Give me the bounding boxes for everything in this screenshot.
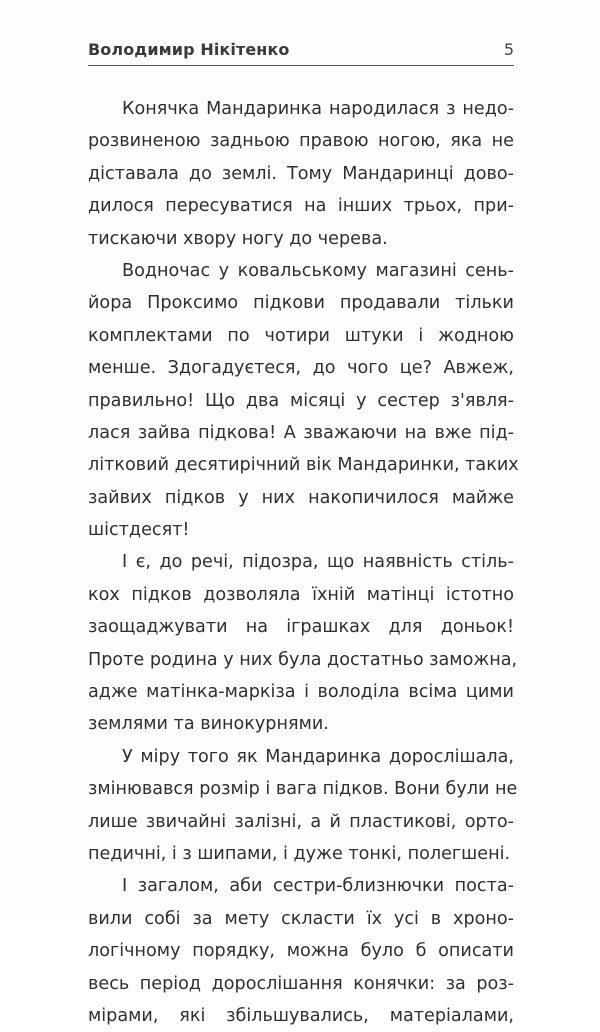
text-line: педичні, і з шипами, і дуже тонкі, полегшені. <box>88 843 511 864</box>
text-line: весь період дорослішання конячки: за роз- <box>88 973 514 994</box>
text-line: літковий десятирічний вік Мандаринки, таких <box>88 455 519 476</box>
paragraph-2 <box>88 255 519 547</box>
running-header <box>88 34 514 66</box>
text-line: йора Проксимо підкови продавали тільки <box>88 293 514 314</box>
body-text <box>88 93 519 1032</box>
page-number: 5 <box>503 40 514 59</box>
text-line: лише звичайні залізні, а й пластикові, орто- <box>88 811 514 832</box>
text-line: менше. Здогадуєтеся, до чого це? Авжеж, <box>88 358 514 379</box>
text-line: лася зайва підкова! А зважаючи на вже під- <box>88 422 514 443</box>
text-line: комплектами по чотири штуки і жодною <box>88 325 514 346</box>
paragraph-4 <box>88 741 518 871</box>
paragraph-5 <box>88 870 514 1032</box>
text-line: І загалом, аби сестри-близнючки поста- <box>122 876 514 897</box>
text-line: Проте родина у них була достатньо заможна, <box>88 649 518 670</box>
text-line: шістдесят! <box>88 520 190 541</box>
text-line: У міру того як Мандаринка дорослішала, <box>122 746 514 767</box>
paragraph-3 <box>88 546 518 740</box>
text-line: тискаючи хвору ногу до черева. <box>88 228 388 249</box>
author-name: Володимир Нікітенко <box>88 40 290 59</box>
text-line: землями та винокурнями. <box>88 714 329 735</box>
text-line: мірами, які збільшувались, матеріалами, <box>88 1005 514 1026</box>
text-line: зайвих підков у них накопичилося майже <box>88 487 514 508</box>
paragraph-1 <box>88 93 514 255</box>
text-line: вили собі за мету скласти їх усі в хроно- <box>88 908 514 929</box>
text-line: правильно! Що два місяці у сестер з'явля- <box>88 390 514 411</box>
text-line: розвиненою задньою правою ногою, яка не <box>88 131 514 152</box>
text-line: Водночас у ковальському магазині сень- <box>122 260 514 281</box>
text-line: змінювався розмір і вага підков. Вони були не <box>88 779 518 800</box>
text-line: І є, до речі, підозра, що наявність стіль- <box>122 552 514 573</box>
text-line: діставала до землі. Тому Мандаринці дово- <box>88 163 514 184</box>
text-line: адже матінка-маркіза і володіла всіма цими <box>88 682 514 703</box>
book-page <box>88 0 519 1026</box>
text-line: заощаджувати на іграшках для доньок! <box>88 617 514 638</box>
text-line: логічному порядку, можна було б описати <box>88 941 514 962</box>
text-line: Конячка Мандаринка народилася з недо- <box>122 99 514 119</box>
text-line: кох підков дозволяла їхній матінці істотно <box>88 584 514 605</box>
text-line: дилося пересуватися на інших трьох, при- <box>88 196 514 217</box>
